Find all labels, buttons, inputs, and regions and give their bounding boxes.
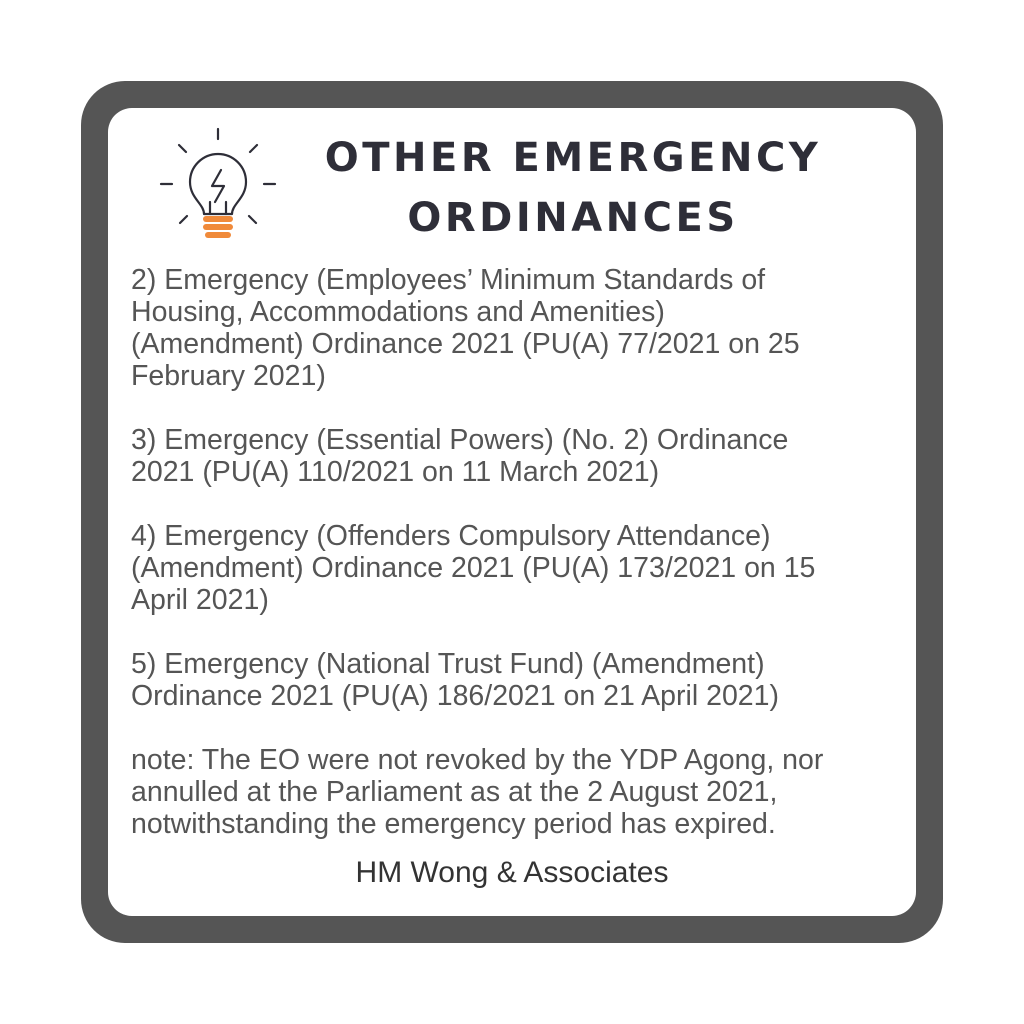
note-line: annulled at the Parliament as at the 2 August 2021,: [131, 776, 778, 808]
note-line: notwithstanding the emergency period has expired.: [131, 808, 776, 840]
note-paragraph: [131, 744, 901, 840]
ordinance-line: 2021 (PU(A) 110/2021 on 11 March 2021): [131, 456, 660, 488]
ordinance-item-4: [131, 520, 901, 616]
ordinance-item-2: [131, 264, 901, 392]
title-line-1: OTHER EMERGENCY: [324, 135, 822, 181]
ordinance-line: (Amendment) Ordinance 2021 (PU(A) 173/2021 on 15: [131, 552, 816, 584]
ordinance-line: 3) Emergency (Essential Powers) (No. 2) Ordinance: [131, 424, 789, 456]
page-title: [290, 128, 856, 248]
title-line-2: ORDINANCES: [407, 195, 739, 241]
ordinance-line: April 2021): [131, 584, 269, 616]
footer-credit: HM Wong & Associates: [355, 856, 669, 889]
ordinance-line: 4) Emergency (Offenders Compulsory Attendance): [131, 520, 771, 552]
ordinance-item-5: [131, 648, 901, 712]
ordinance-line: (Amendment) Ordinance 2021 (PU(A) 77/2021 on 25: [131, 328, 800, 360]
lightbulb-icon: [152, 126, 282, 244]
ordinance-line: Housing, Accommodations and Amenities): [131, 296, 665, 328]
ordinance-line: February 2021): [131, 360, 326, 392]
ordinance-line: 5) Emergency (National Trust Fund) (Amendment): [131, 648, 765, 680]
note-line: note: The EO were not revoked by the YDP Agong, nor: [131, 744, 824, 776]
ordinance-line: Ordinance 2021 (PU(A) 186/2021 on 21 April 2021): [131, 680, 779, 712]
ordinance-line: 2) Emergency (Employees’ Minimum Standards of: [131, 264, 766, 296]
ordinance-item-3: [131, 424, 901, 488]
ordinance-list: [131, 264, 901, 840]
